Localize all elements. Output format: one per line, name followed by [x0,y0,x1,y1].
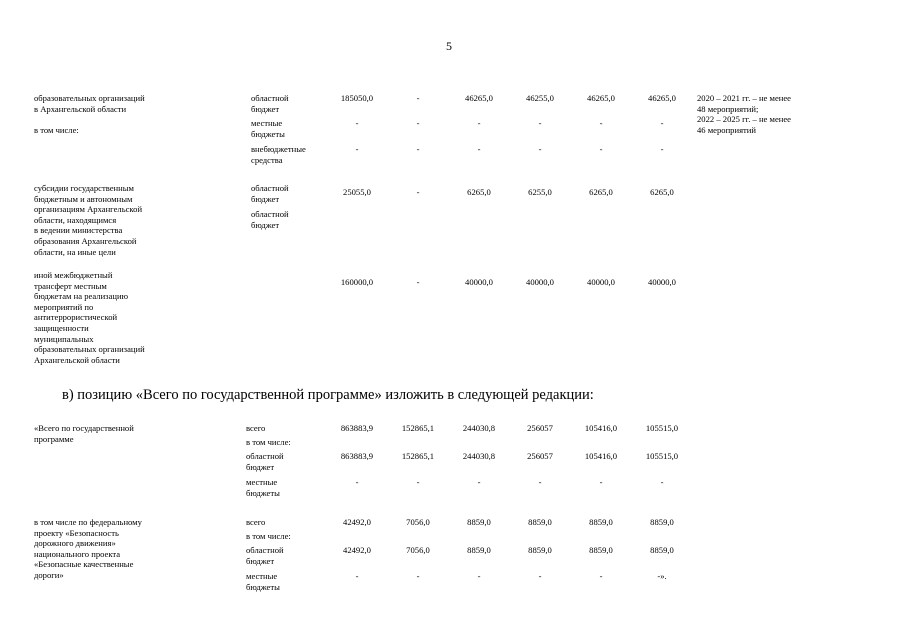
value-cell: 105416,0 [584,451,618,461]
value-cell: 40000,0 [587,277,615,287]
source-label: в том числе: [246,531,291,541]
value-cell: 8859,0 [650,545,674,555]
value-cell: 105515,0 [645,451,679,461]
value-cell: - [477,144,481,154]
row-name-educational-orgs: образовательных организаций в Архангельской области [34,93,145,114]
value-cell: - [477,477,481,487]
value-cell: 6265,0 [650,187,674,197]
source-label: всего [246,517,266,527]
value-cell: 6255,0 [528,187,552,197]
value-cell: 152865,1 [401,423,435,433]
value-cell: - [355,571,359,581]
row-name-total-program: «Всего по государственной программе [34,423,134,444]
value-cell: 40000,0 [648,277,676,287]
value-cell: - [355,477,359,487]
value-cell: 46265,0 [465,93,493,103]
value-cell: 863883,9 [340,423,374,433]
value-cell: 105416,0 [584,423,618,433]
value-cell: 256057 [527,451,553,461]
source-label: всего [246,423,266,433]
value-cell: -». [657,571,667,581]
value-cell: - [355,118,359,128]
value-cell: - [416,477,420,487]
value-cell: 256057 [527,423,553,433]
value-cell: 8859,0 [589,517,613,527]
value-cell: 160000,0 [340,277,374,287]
value-cell: - [599,477,603,487]
value-cell: 8859,0 [650,517,674,527]
value-cell: 8859,0 [467,517,491,527]
value-cell: 46265,0 [648,93,676,103]
result-indicator: 2020 – 2021 гг. – не менее 48 мероприятий; 2022 – 2025 гг. – не менее 46 мероприятий [697,93,791,135]
value-cell: - [416,571,420,581]
row-name-interbudget-transfer: иной межбюджетный трансферт местным бюджетам на реализацию мероприятий по антитеррористической защищенности муниципальных образовательных организаций Архангельской области [34,270,145,365]
row-name-federal-project: в том числе по федеральному проекту «Безопасность дорожного движения» национального проекта «Безопасные качественные дороги» [34,517,142,580]
value-cell: 244030,8 [462,423,496,433]
value-cell: - [538,477,542,487]
page-number: 5 [446,39,452,53]
section-heading: в) позицию «Всего по государственной программе» изложить в следующей редакции: [62,387,594,403]
value-cell: - [538,144,542,154]
source-label: в том числе: [246,437,291,447]
value-cell: 7056,0 [406,545,430,555]
value-cell: - [538,118,542,128]
source-label: местные бюджеты [246,477,280,498]
value-cell: 8859,0 [528,545,552,555]
source-label: местные бюджеты [251,118,285,139]
value-cell: - [599,144,603,154]
value-cell: 42492,0 [343,517,371,527]
value-cell: - [477,118,481,128]
source-label: областной бюджет [246,451,284,472]
value-cell: - [599,118,603,128]
source-label: внебюджетные средства [251,144,306,165]
value-cell: 152865,1 [401,451,435,461]
value-cell: 6265,0 [589,187,613,197]
row-subtitle-including: в том числе: [34,125,79,135]
source-label: местные бюджеты [246,571,280,592]
value-cell: - [416,118,420,128]
value-cell: - [660,118,664,128]
source-label: областной бюджет [246,545,284,566]
value-cell: 25055,0 [343,187,371,197]
row-name-subsidies: субсидии государственным бюджетным и автономным организациям Архангельской области, находящимся в ведении министерства образования Архангельской области, на иные цели [34,183,143,257]
value-cell: 8859,0 [467,545,491,555]
value-cell: - [416,93,420,103]
source-label: областной бюджет [251,93,289,114]
value-cell: 46255,0 [526,93,554,103]
source-label: областной бюджет [251,183,289,204]
source-label: областной бюджет [251,209,289,230]
value-cell: 185050,0 [340,93,374,103]
value-cell: 7056,0 [406,517,430,527]
value-cell: 40000,0 [465,277,493,287]
value-cell: 6265,0 [467,187,491,197]
value-cell: 105515,0 [645,423,679,433]
value-cell: 8859,0 [589,545,613,555]
value-cell: 46265,0 [587,93,615,103]
value-cell: - [416,187,420,197]
value-cell: 40000,0 [526,277,554,287]
value-cell: - [538,571,542,581]
value-cell: 8859,0 [528,517,552,527]
value-cell: 863883,9 [340,451,374,461]
value-cell: - [416,277,420,287]
value-cell: - [355,144,359,154]
value-cell: 42492,0 [343,545,371,555]
value-cell: - [599,571,603,581]
value-cell: - [477,571,481,581]
value-cell: - [416,144,420,154]
value-cell: 244030,8 [462,451,496,461]
value-cell: - [660,477,664,487]
value-cell: - [660,144,664,154]
